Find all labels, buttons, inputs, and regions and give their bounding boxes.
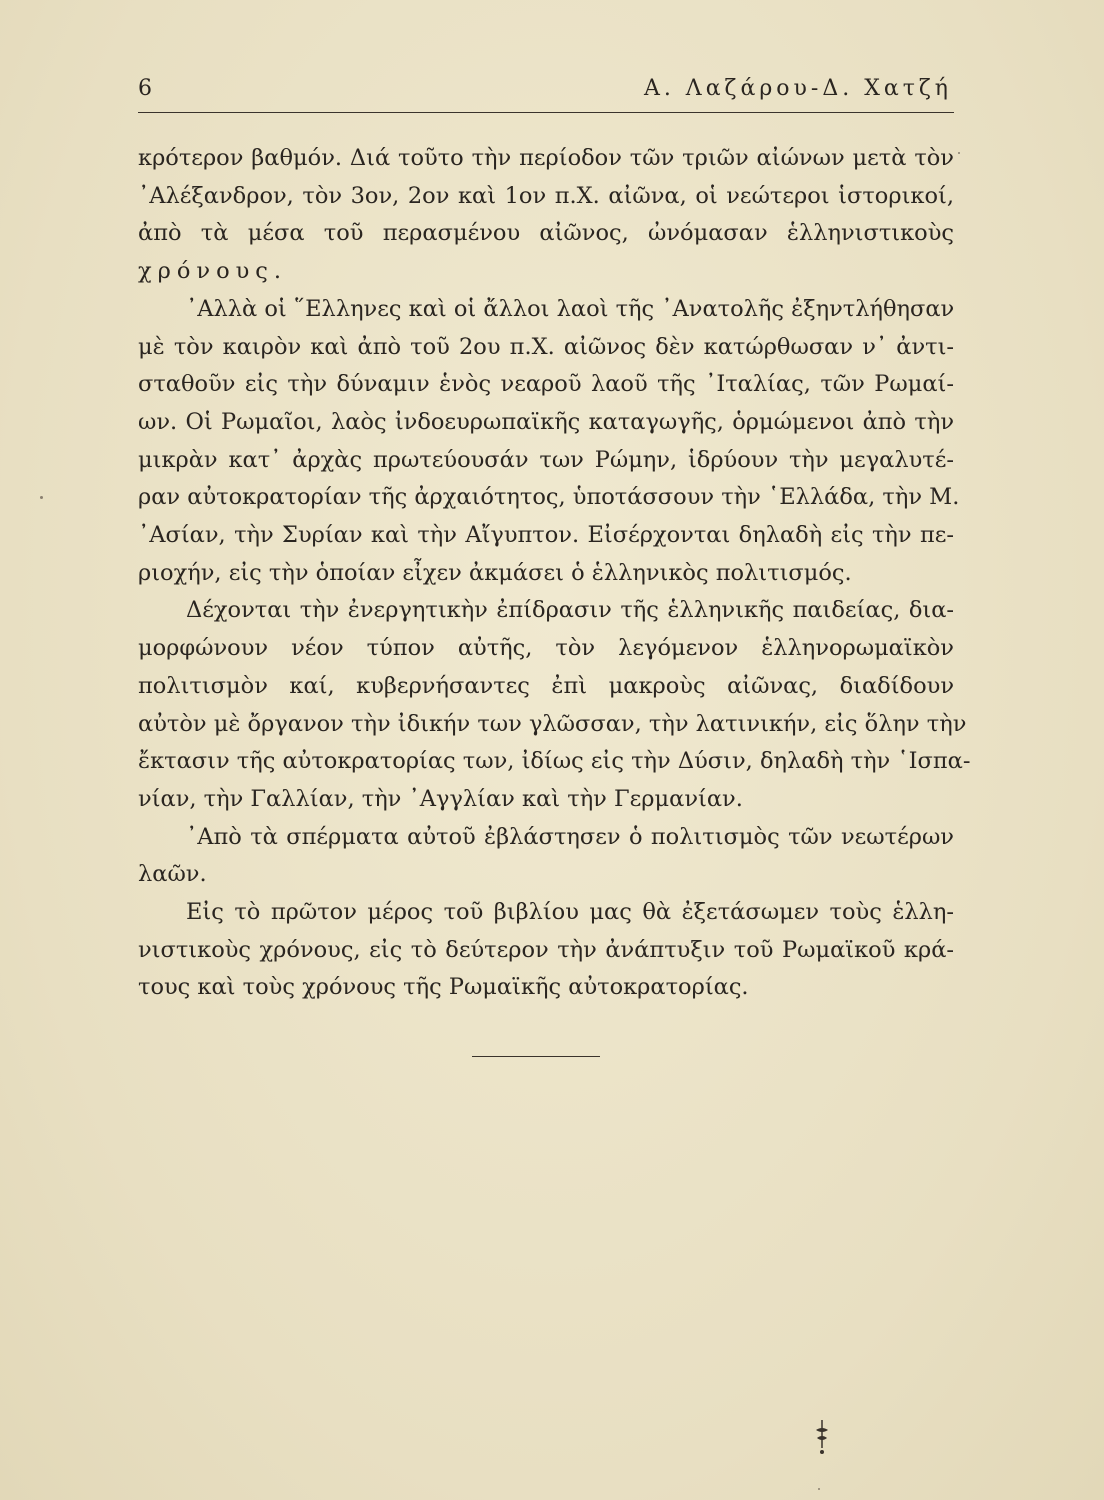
text-line: ἔκτασιν τῆς αὐτοκρατορίας των, ἰδίως εἰς τὴν Δύσιν, δηλαδὴ τὴν ῾Ισπα- (138, 748, 971, 775)
text-line: ἀπὸ τὰ μέσα τοῦ περασμένου αἰῶνος, ὠνόμασαν ἑλληνιστικοὺς (138, 220, 954, 247)
text-line: ᾿Απὸ τὰ σπέρματα αὐτοῦ ἐβλάστησεν ὁ πολιτισμὸς τῶν νεωτέρων (186, 823, 954, 850)
text-line: χρόνους. (138, 258, 288, 285)
page-header (138, 72, 954, 113)
paper-speck (818, 1488, 820, 1490)
text-line: ᾿Αλλὰ οἱ ῞Ελληνες καὶ οἱ ἄλλοι λαοὶ τῆς ᾿Ανατολῆς ἐξηντλήθησαν (186, 295, 955, 322)
text-line: αὐτὸν μὲ ὄργανον τὴν ἰδικήν των γλῶσσαν, τὴν λατινικήν, εἰς ὅλην τὴν (138, 710, 967, 737)
text-line: μορφώνουν νέον τύπον αὐτῆς, τὸν λεγόμενον ἑλληνορωμαϊκὸν (138, 635, 954, 662)
body-text (138, 140, 971, 1007)
text-line: μικρὰν κατ᾿ ἀρχὰς πρωτεύουσάν των Ρώμην, ἱδρύουν τὴν μεγαλυτέ- (138, 446, 954, 473)
printer-ornament-icon (812, 1418, 832, 1458)
text-line: Εἰς τὸ πρῶτον μέρος τοῦ βιβλίου μας θὰ ἐξετάσωμεν τοὺς ἑλλη- (186, 899, 954, 926)
page-number: 6 (138, 76, 152, 101)
paper-speck (958, 152, 960, 154)
running-head: Α. Λαζάρου-Δ. Χατζή (643, 76, 952, 101)
text-line: ᾿Αλέξανδρον, τὸν 3ον, 2ον καὶ 1ον π.Χ. αἰῶνα, οἱ νεώτεροι ἱστορικοί, (138, 182, 954, 209)
text-line: νιστικοὺς χρόνους, εἰς τὸ δεύτερον τὴν ἀνάπτυξιν τοῦ Ρωμαϊκοῦ κρά- (138, 936, 954, 963)
section-divider (472, 1056, 600, 1057)
paper-speck (40, 496, 43, 499)
text-line: Δέχονται τὴν ἐνεργητικὴν ἐπίδρασιν τῆς ἑλληνικῆς παιδείας, δια- (186, 597, 954, 624)
text-line: σταθοῦν εἰς τὴν δύναμιν ἑνὸς νεαροῦ λαοῦ τῆς ᾿Ιταλίας, τῶν Ρωμαί- (138, 371, 954, 398)
text-line: τους καὶ τοὺς χρόνους τῆς Ρωμαϊκῆς αὐτοκρατορίας. (138, 974, 749, 1001)
text-line: κρότερον βαθμόν. Διά τοῦτο τὴν περίοδον τῶν τριῶν αἰώνων μετὰ τὸν (138, 145, 954, 171)
text-line: ων. Οἱ Ρωμαῖοι, λαὸς ἰνδοευρωπαϊκῆς καταγωγῆς, ὁρμώμενοι ἀπὸ τὴν (138, 408, 954, 435)
text-line: ραν αὐτοκρατορίαν τῆς ἀρχαιότητος, ὑποτάσσουν τὴν ῾Ελλάδα, τὴν Μ. (138, 484, 960, 511)
text-line: λαῶν. (138, 861, 207, 888)
text-line: μὲ τὸν καιρὸν καὶ ἀπὸ τοῦ 2ου π.Χ. αἰῶνος δὲν κατώρθωσαν ν᾿ ἀντι- (138, 333, 954, 360)
text-line: ριοχήν, εἰς τὴν ὁποίαν εἶχεν ἀκμάσει ὁ ἑλληνικὸς πολιτισμός. (138, 559, 852, 586)
text-line: πολιτισμὸν καί, κυβερνήσαντες ἐπὶ μακροὺς αἰῶνας, διαδίδουν (138, 672, 954, 699)
text-line: νίαν, τὴν Γαλλίαν, τὴν ᾿Αγγλίαν καὶ τὴν Γερμανίαν. (138, 785, 743, 812)
text-line: ᾿Ασίαν, τὴν Συρίαν καὶ τὴν Αἴγυπτον. Εἰσέρχονται δηλαδὴ εἰς τὴν πε- (138, 522, 954, 549)
